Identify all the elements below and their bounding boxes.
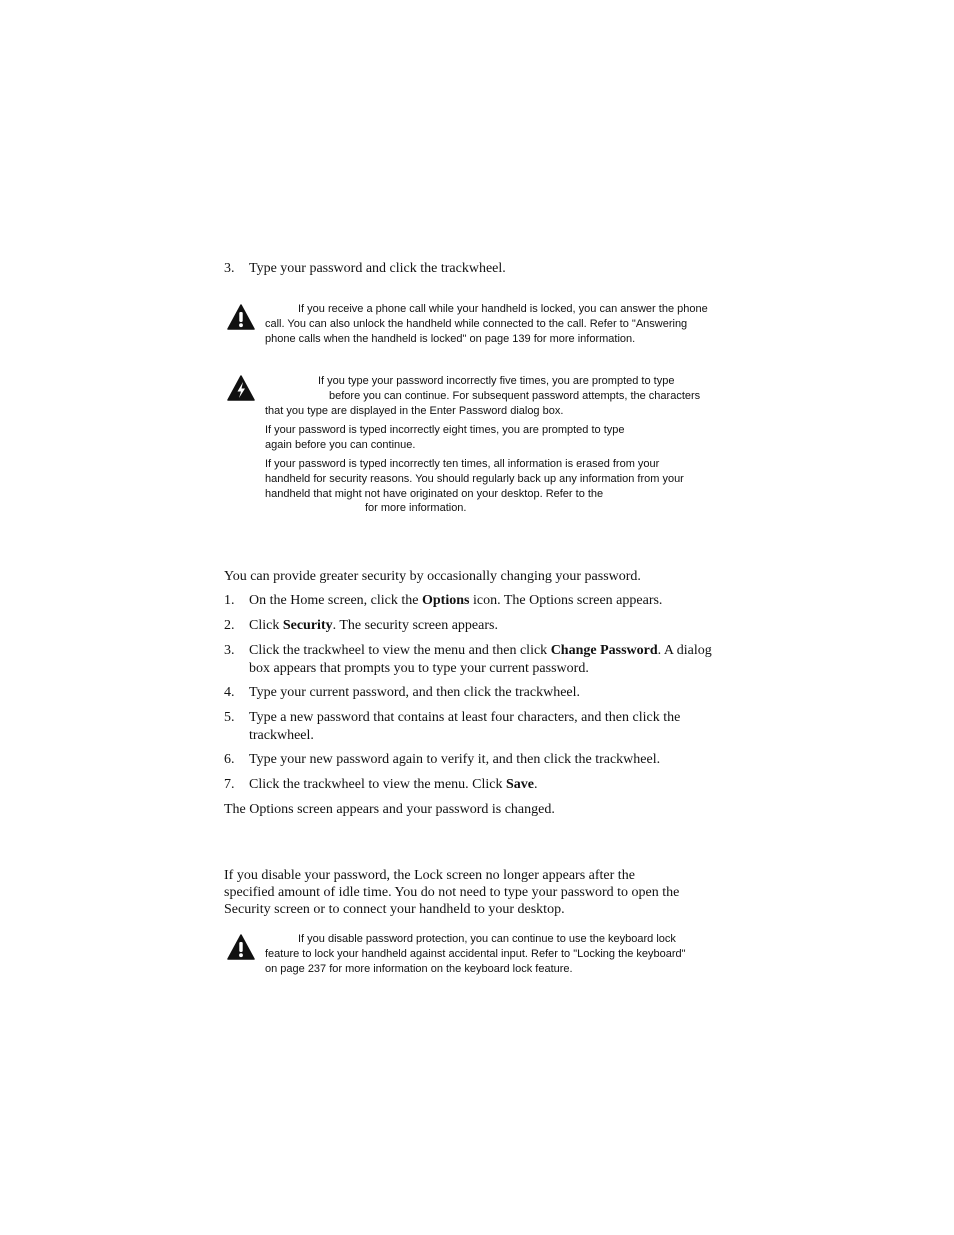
note-line: phone calls when the handheld is locked" on page 139 for more information. bbox=[265, 332, 636, 345]
ui-term: Security bbox=[282, 618, 333, 633]
warning-exclamation-icon bbox=[227, 304, 255, 330]
note-callout bbox=[265, 374, 735, 516]
step-number: 5. bbox=[224, 710, 235, 725]
note-line: that you type are displayed in the Enter Password dialog box. bbox=[265, 404, 564, 417]
warning-exclamation-icon bbox=[227, 934, 255, 960]
note-line: on page 237 for more information on the keyboard lock feature. bbox=[265, 962, 573, 975]
note-line: call. You can also unlock the handheld while connected to the call. Refer to "Answering bbox=[265, 317, 688, 330]
step-number: 3. bbox=[224, 643, 235, 658]
step-number: 6. bbox=[224, 752, 235, 767]
step-number: 3. bbox=[224, 261, 235, 276]
note-line: If your password is typed incorrectly eight times, you are prompted to type bbox=[265, 424, 625, 437]
note-callout bbox=[265, 302, 735, 346]
ui-term: Options bbox=[422, 593, 470, 608]
step-number: 2. bbox=[224, 618, 235, 633]
note-line: for more information. bbox=[365, 502, 467, 515]
warning-lightning-icon bbox=[227, 375, 255, 401]
step-item: 2. Click Security. The security screen appears. bbox=[224, 618, 498, 633]
note-line: If you type your password incorrectly five times, you are prompted to type bbox=[318, 375, 675, 387]
section-paragraph: If you disable your password, the Lock screen no longer appears after the specified amount of idle time. You do not need to type your password to open the Security screen or to connect your handheld to your desktop. bbox=[224, 868, 680, 917]
note-line: before you can continue. For subsequent password attempts, the characters bbox=[329, 389, 701, 402]
section-intro: You can provide greater security by occasionally changing your password. bbox=[224, 569, 641, 584]
note-line: If your password is typed incorrectly ten times, all information is erased from your bbox=[265, 457, 660, 470]
step-item: 3. Click the trackwheel to view the menu and then click Change Password. A dialog box appears that prompts you to type your current password. bbox=[224, 643, 712, 676]
note-line: feature to lock your handheld against accidental input. Refer to "Locking the keyboard" bbox=[265, 947, 686, 960]
step-item: 7. Click the trackwheel to view the menu. Click Save. bbox=[224, 777, 538, 792]
step-item: 4. Type your current password, and then click the trackwheel. bbox=[224, 685, 581, 700]
note-line: handheld for security reasons. You should regularly back up any information from your bbox=[265, 472, 684, 485]
note-callout bbox=[265, 932, 735, 976]
step-number: 7. bbox=[224, 777, 235, 792]
step-number: 4. bbox=[224, 685, 235, 700]
ui-term: Change Password bbox=[550, 643, 658, 658]
note-line: handheld that might not have originated on your desktop. Refer to the bbox=[265, 487, 604, 500]
step-item bbox=[224, 260, 730, 278]
note-line: If you disable password protection, you can continue to use the keyboard lock bbox=[298, 933, 676, 945]
step-text: Type your password and click the trackwheel. bbox=[249, 261, 506, 276]
note-line: again before you can continue. bbox=[265, 439, 416, 452]
step-number: 1. bbox=[224, 593, 235, 608]
note-line: If you receive a phone call while your handheld is locked, you can answer the phone bbox=[298, 303, 708, 315]
ui-term: Save bbox=[505, 777, 534, 792]
step-item: 1. On the Home screen, click the Options icon. The Options screen appears. bbox=[224, 593, 663, 608]
step-item: 6. Type your new password again to verify it, and then click the trackwheel. bbox=[224, 752, 661, 767]
step-item: 5. Type a new password that contains at least four characters, and then click the trackwheel. bbox=[224, 710, 681, 743]
result-text: The Options screen appears and your password is changed. bbox=[224, 802, 555, 817]
